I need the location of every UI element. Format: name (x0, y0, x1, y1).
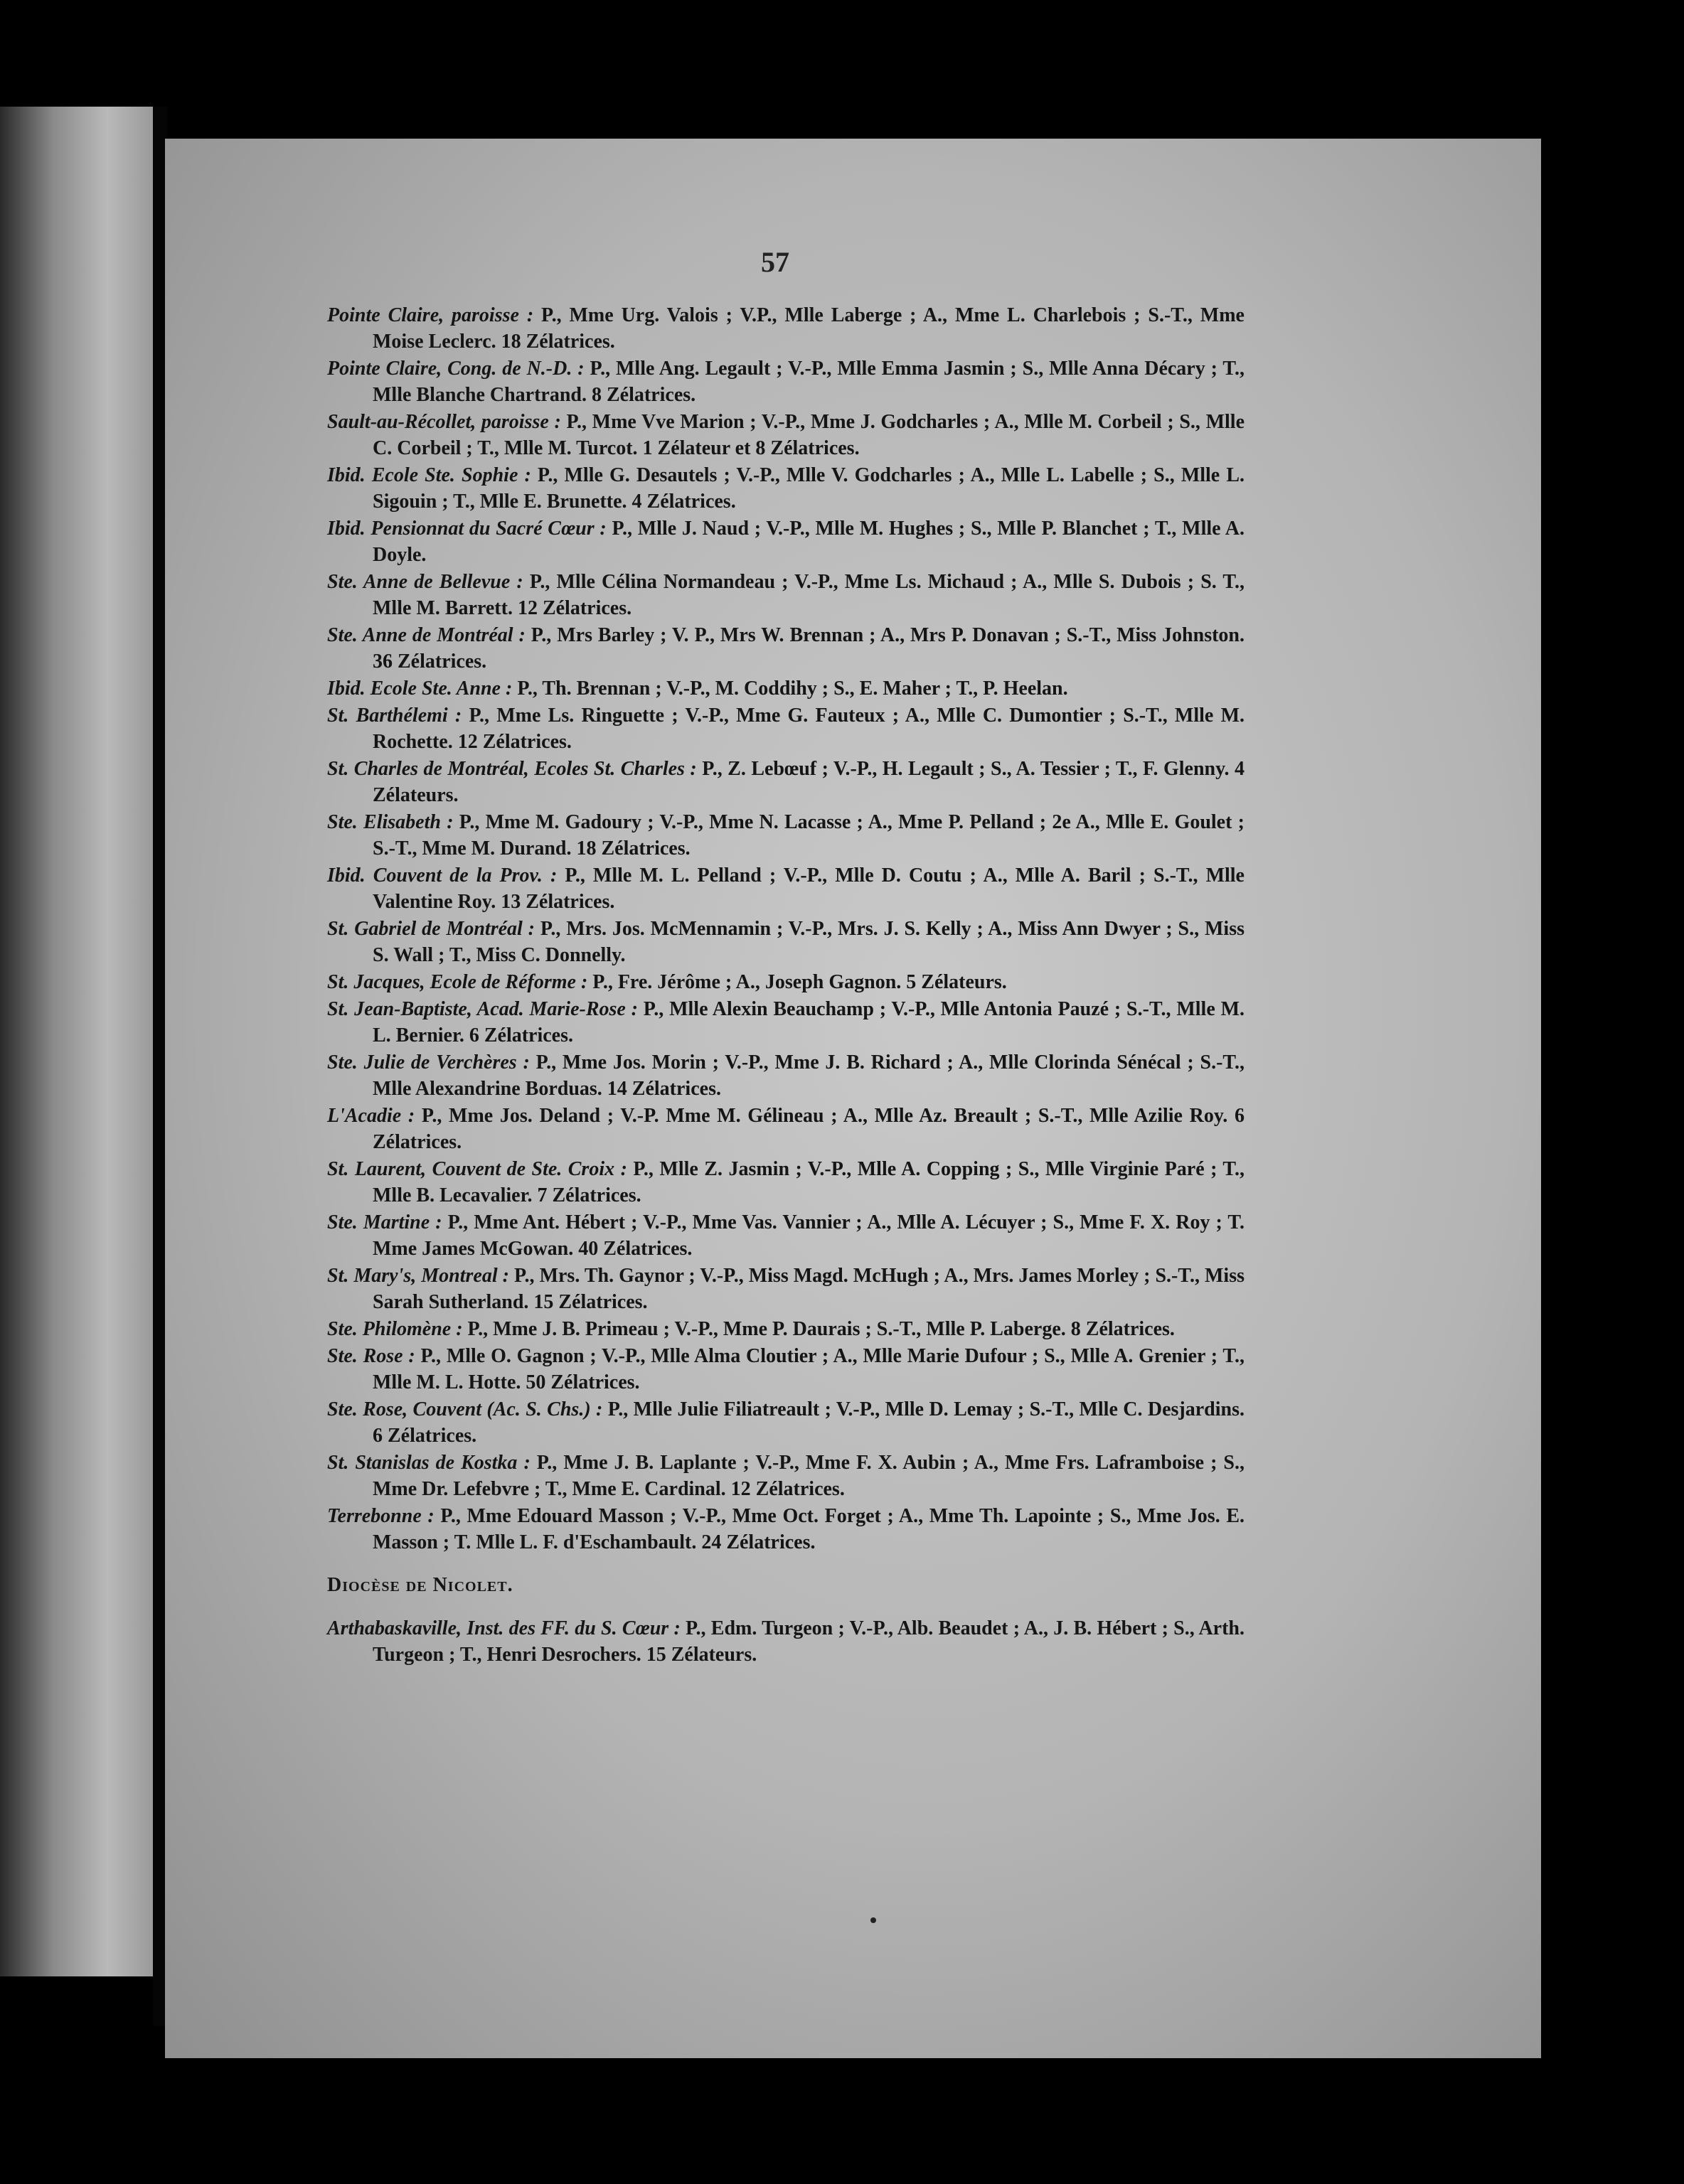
facing-page-edge (0, 107, 153, 1976)
entry-place: St. Jacques, Ecole de Réforme : (327, 971, 588, 993)
entry-place: St. Jean-Baptiste, Acad. Marie-Rose : (327, 998, 638, 1020)
entry-officers: P., Mme Edouard Masson ; V.-P., Mme Oct. Forget ; A., Mme Th. Lapointe ; S., Mme Jos. E. Masson ; T. Mlle L. F. d'Eschambault. 24 Zélatrices. (373, 1505, 1245, 1553)
entry-officers: P., Mme Ant. Hébert ; V.-P., Mme Vas. Vannier ; A., Mlle A. Lécuyer ; S., Mme F. X. Roy ; T. Mme James McGowan. 40 Zélatrices. (373, 1211, 1245, 1260)
entry-officers: P., Mlle G. Desautels ; V.-P., Mlle V. Godcharles ; A., Mlle L. Labelle ; S., Mlle L. Sigouin ; T., Mlle E. Brunette. 4 Zélatrices. (373, 464, 1245, 513)
entry (327, 702, 1245, 755)
diocese-entries-continued (327, 302, 1245, 1556)
entry (327, 355, 1245, 408)
page-number: 57 (761, 246, 789, 278)
entry-place: St. Mary's, Montreal : (327, 1265, 509, 1287)
entry-officers: P., Z. Lebœuf ; V.-P., H. Legault ; S., A. Tessier ; T., F. Glenny. 4 Zélateurs. (373, 758, 1245, 806)
entry-place: St. Charles de Montréal, Ecoles St. Charles : (327, 758, 697, 780)
entry-officers: P., Mme Vve Marion ; V.-P., Mme J. Godcharles ; A., Mlle M. Corbeil ; S., Mlle C. Corbeil ; T., Mlle M. Turcot. 1 Zélateur et 8 Zélatrices. (373, 411, 1245, 459)
entry-place: Ibid. Ecole Ste. Anne : (327, 678, 513, 700)
entry (327, 1450, 1245, 1502)
entry-place: St. Stanislas de Kostka : (327, 1452, 531, 1474)
entry-officers: P., Mrs. Jos. McMennamin ; V.-P., Mrs. J. S. Kelly ; A., Miss Ann Dwyer ; S., Miss S. Wall ; T., Miss C. Donnelly. (373, 918, 1245, 966)
entry (327, 1343, 1245, 1396)
entry (327, 862, 1245, 915)
entry (327, 302, 1245, 355)
entry-officers: P., Edm. Turgeon ; V.-P., Alb. Beaudet ; A., J. B. Hébert ; S., Arth. Turgeon ; T., Henri Desrochers. 15 Zélateurs. (373, 1617, 1245, 1666)
entry-officers: P., Mlle Alexin Beauchamp ; V.-P., Mlle Antonia Pauzé ; S.-T., Mlle M. L. Bernier. 6 Zélatrices. (373, 998, 1245, 1046)
entry (327, 1156, 1245, 1209)
entries-list (327, 302, 1245, 1669)
entry (327, 969, 1245, 995)
entry (327, 1103, 1245, 1155)
entry-officers: P., Mrs. Th. Gaynor ; V.-P., Miss Magd. McHugh ; A., Mrs. James Morley ; S.-T., Miss Sarah Sutherland. 15 Zélatrices. (373, 1265, 1245, 1313)
entry (327, 1503, 1245, 1556)
entry-officers: P., Mlle Célina Normandeau ; V.-P., Mme Ls. Michaud ; A., Mlle S. Dubois ; S. T., Mlle M. Barrett. 12 Zélatrices. (373, 571, 1245, 619)
entry-place: Ibid. Couvent de la Prov. : (327, 864, 558, 887)
entry-place: Terrebonne : (327, 1505, 435, 1527)
entry (327, 622, 1245, 675)
entry (327, 1263, 1245, 1315)
entry-officers: P., Mlle O. Gagnon ; V.-P., Mlle Alma Cloutier ; A., Mlle Marie Dufour ; S., Mlle A. Grenier ; T., Mlle M. L. Hotte. 50 Zélatrices. (373, 1345, 1245, 1393)
entry-place: Ste. Julie de Verchères : (327, 1051, 530, 1074)
entry-place: Ste. Anne de Bellevue : (327, 571, 523, 593)
entry (327, 1396, 1245, 1449)
entry-place: St. Laurent, Couvent de Ste. Croix : (327, 1158, 627, 1180)
entry-officers: P., Fre. Jérôme ; A., Joseph Gagnon. 5 Zélateurs. (587, 971, 1007, 993)
entry (327, 809, 1245, 862)
entry (327, 1209, 1245, 1262)
entry-officers: P., Mrs Barley ; V. P., Mrs W. Brennan ; A., Mrs P. Donavan ; S.-T., Miss Johnston. 36 Zélatrices. (373, 624, 1245, 673)
entry-place: Ste. Rose : (327, 1345, 415, 1367)
entry-place: Pointe Claire, Cong. de N.-D. : (327, 358, 585, 380)
entry-officers: P., Th. Brennan ; V.-P., M. Coddihy ; S., E. Maher ; T., P. Heelan. (512, 678, 1068, 700)
entry-officers: P., Mlle Julie Filiatreault ; V.-P., Mlle D. Lemay ; S.-T., Mlle C. Desjardins. 6 Zélatrices. (373, 1398, 1245, 1447)
printer-mark (870, 1917, 876, 1923)
entry-officers: P., Mlle Z. Jasmin ; V.-P., Mlle A. Copping ; S., Mlle Virginie Paré ; T., Mlle B. Lecavalier. 7 Zélatrices. (373, 1158, 1245, 1206)
entry-place: Ibid. Pensionnat du Sacré Cœur : (327, 518, 607, 540)
entry-place: Ste. Elisabeth : (327, 811, 454, 833)
entry-place: St. Gabriel de Montréal : (327, 918, 535, 940)
entry (327, 515, 1245, 568)
entry-place: Sault-au-Récollet, paroisse : (327, 411, 561, 433)
entry-officers: P., Mme Urg. Valois ; V.P., Mlle Laberge ; A., Mme L. Charlebois ; S.-T., Mme Moise Leclerc. 18 Zélatrices. (373, 304, 1245, 353)
diocese-entries-nicolet (327, 1615, 1245, 1668)
entry-officers: P., Mme Jos. Morin ; V.-P., Mme J. B. Richard ; A., Mlle Clorinda Sénécal ; S.-T., Mlle Alexandrine Borduas. 14 Zélatrices. (373, 1051, 1245, 1100)
entry-officers: P., Mlle Ang. Legault ; V.-P., Mlle Emma Jasmin ; S., Mlle Anna Décary ; T., Mlle Blanche Chartrand. 8 Zélatrices. (373, 358, 1245, 406)
entry-place: Ste. Martine : (327, 1211, 442, 1233)
entry-place: Ibid. Ecole Ste. Sophie : (327, 464, 531, 486)
entry-place: L'Acadie : (327, 1105, 415, 1127)
entry-officers: P., Mlle M. L. Pelland ; V.-P., Mlle D. Coutu ; A., Mlle A. Baril ; S.-T., Mlle Valentine Roy. 13 Zélatrices. (373, 864, 1245, 913)
entry (327, 569, 1245, 621)
entry-officers: P., Mlle J. Naud ; V.-P., Mlle M. Hughes ; S., Mlle P. Blanchet ; T., Mlle A. Doyle. (373, 518, 1245, 566)
entry-place: Ste. Philomène : (327, 1318, 463, 1340)
entry (327, 675, 1245, 702)
entry-officers: P., Mme Jos. Deland ; V.-P. Mme M. Gélineau ; A., Mlle Az. Breault ; S.-T., Mlle Azilie Roy. 6 Zélatrices. (373, 1105, 1245, 1153)
entry (327, 1316, 1245, 1342)
entry-officers: P., Mme Ls. Ringuette ; V.-P., Mme G. Fauteux ; A., Mlle C. Dumontier ; S.-T., Mlle M. Rochette. 12 Zélatrices. (373, 705, 1245, 753)
entry-place: Ste. Rose, Couvent (Ac. S. Chs.) : (327, 1398, 603, 1420)
entry-place: Pointe Claire, paroisse : (327, 304, 534, 326)
entry-officers: P., Mme J. B. Laplante ; V.-P., Mme F. X. Aubin ; A., Mme Frs. Laframboise ; S., Mme Dr. Lefebvre ; T., Mme E. Cardinal. 12 Zélatrices. (373, 1452, 1245, 1500)
entry (327, 1049, 1245, 1102)
entry-place: St. Barthélemi : (327, 705, 462, 727)
entry (327, 996, 1245, 1049)
section-heading: Diocèse de Nicolet. (327, 1574, 513, 1596)
entry (327, 756, 1245, 808)
entry (327, 1615, 1245, 1668)
entry (327, 462, 1245, 515)
entry (327, 916, 1245, 968)
entry-officers: P., Mme M. Gadoury ; V.-P., Mme N. Lacasse ; A., Mme P. Pelland ; 2e A., Mlle E. Goulet ; S.-T., Mme M. Durand. 18 Zélatrices. (373, 811, 1245, 860)
entry (327, 409, 1245, 461)
entry-officers: P., Mme J. B. Primeau ; V.-P., Mme P. Daurais ; S.-T., Mlle P. Laberge. 8 Zélatrices. (462, 1318, 1175, 1340)
entry-place: Ste. Anne de Montréal : (327, 624, 526, 646)
entry-place: Arthabaskaville, Inst. des FF. du S. Cœur : (327, 1617, 681, 1639)
